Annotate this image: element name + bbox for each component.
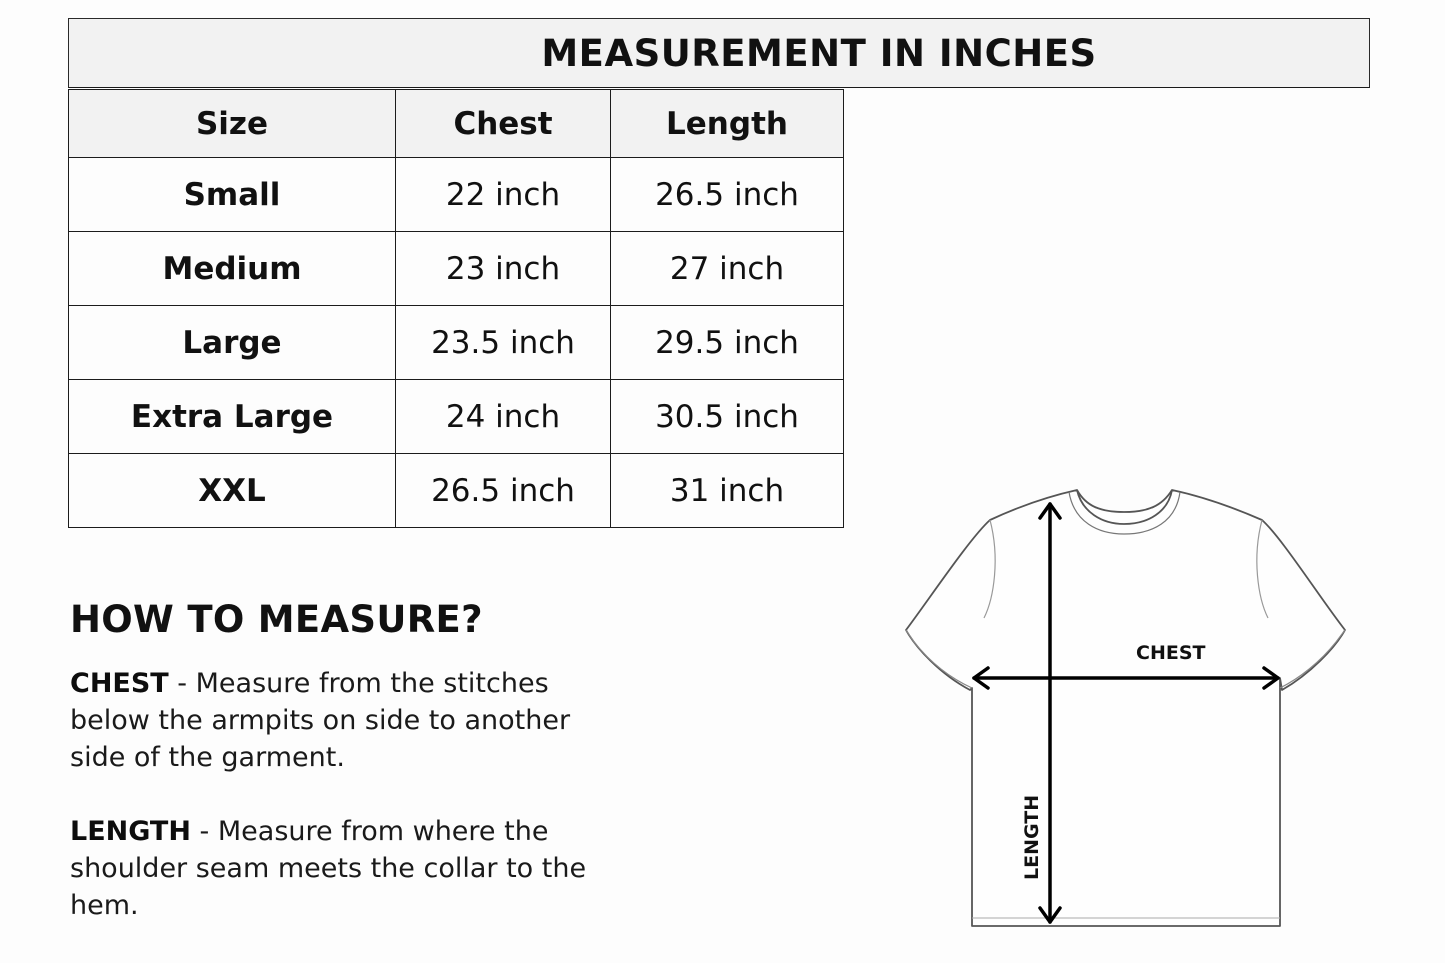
length-cell: 27 inch xyxy=(611,232,844,306)
table-row xyxy=(69,454,844,528)
length-cell: 29.5 inch xyxy=(611,306,844,380)
chest-cell: 23.5 inch xyxy=(396,306,611,380)
table-header-row xyxy=(69,90,844,158)
chest-instruction xyxy=(70,665,610,776)
chest-cell: 24 inch xyxy=(396,380,611,454)
size-cell: Extra Large xyxy=(69,380,396,454)
size-cell: Small xyxy=(69,158,396,232)
chest-label: CHEST xyxy=(1136,642,1206,664)
header-length: Length xyxy=(611,90,844,158)
chest-cell: 22 inch xyxy=(396,158,611,232)
chest-instruction-text: - Measure from the stitches below the armpits on side to another side of the garment. xyxy=(70,668,571,773)
length-cell: 31 inch xyxy=(611,454,844,528)
t-shirt-outline-icon xyxy=(906,490,1345,926)
table-title: MEASUREMENT IN INCHES xyxy=(541,31,1097,75)
length-label: LENGTH xyxy=(1021,794,1043,880)
size-cell: XXL xyxy=(69,454,396,528)
header-chest: Chest xyxy=(396,90,611,158)
length-instruction xyxy=(70,813,610,924)
size-chart-table xyxy=(68,89,844,528)
table-row xyxy=(69,158,844,232)
how-to-measure-heading: HOW TO MEASURE? xyxy=(70,598,483,641)
chest-cell: 26.5 inch xyxy=(396,454,611,528)
size-cell: Medium xyxy=(69,232,396,306)
table-title-bar xyxy=(68,18,1370,88)
table-row xyxy=(69,380,844,454)
chest-term: CHEST xyxy=(70,668,169,699)
length-cell: 30.5 inch xyxy=(611,380,844,454)
header-size: Size xyxy=(69,90,396,158)
chest-cell: 23 inch xyxy=(396,232,611,306)
length-cell: 26.5 inch xyxy=(611,158,844,232)
table-row xyxy=(69,306,844,380)
length-instruction-text: - Measure from where the shoulder seam meets the collar to the hem. xyxy=(70,816,587,921)
size-cell: Large xyxy=(69,306,396,380)
table-row xyxy=(69,232,844,306)
t-shirt-diagram xyxy=(890,478,1360,938)
length-term: LENGTH xyxy=(70,816,191,847)
